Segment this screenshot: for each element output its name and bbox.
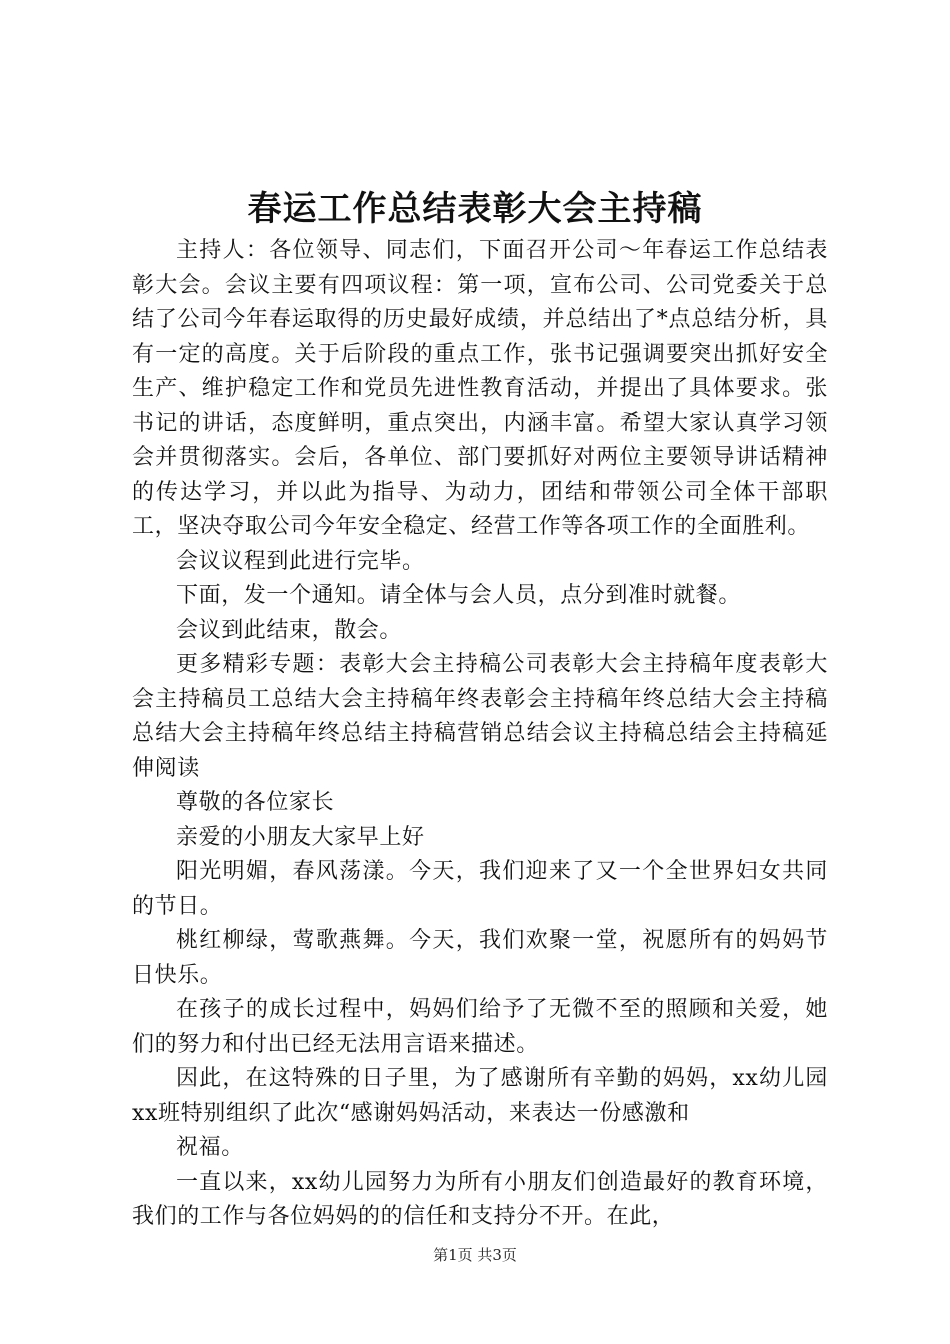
paragraph: 会议到此结束，散会。 <box>176 617 403 643</box>
paragraph: 亲爱的小朋友大家早上好 <box>176 824 425 850</box>
paragraph: 下面，发一个通知。请全体与会人员，点分到准时就餐。 <box>176 583 742 608</box>
document-body <box>132 234 828 1235</box>
document-title: 春运工作总结表彰大会主持稿 <box>247 189 703 229</box>
paragraph: 主持人：各位领导、同志们，下面召开公司～年春运工作总结表彰大会。会议主要有四项议程：第一项，宣布公司、公司党委关于总结了公司今年春运取得的历史最好成绩，并总结出了*点总结分析，具有一定的高度。关于后阶段的重点工作，张书记强调要突出抓好安全生产、维护稳定工作和党员先进性教育活动，并提出了具体要求。张书记的讲话，态度鲜明，重点突出，内涵丰富。希望大家认真学习领会并贯彻落实。会后，各单位、部门要抓好对两位主要领导讲话精神的传达学习，并以此为指导、为动力，团结和带领公司全体干部职工，坚决夺取公司今年安全稳定、经营工作等各项工作的全面胜利。 <box>132 238 828 539</box>
paragraph: 会议议程到此进行完毕。 <box>176 548 425 574</box>
paragraph: 因此，在这特殊的日子里，为了感谢所有辛勤的妈妈，xx幼儿园xx班特别组织了此次“感谢妈妈活动，来表达一份感激和 <box>132 1066 828 1126</box>
paragraph: 在孩子的成长过程中，妈妈们给予了无微不至的照顾和关爱，她们的努力和付出已经无法用言语来描述。 <box>132 997 828 1057</box>
paragraph: 尊敬的各位家长 <box>176 790 335 815</box>
paragraph: 一直以来，xx幼儿园努力为所有小朋友们创造最好的教育环境，我们的工作与各位妈妈的的信任和支持分不开。在此， <box>132 1169 828 1229</box>
page-footer: 第1页 共3页 <box>433 1246 517 1264</box>
paragraph: 更多精彩专题：表彰大会主持稿公司表彰大会主持稿年度表彰大会主持稿员工总结大会主持稿年终表彰会主持稿年终总结大会主持稿总结大会主持稿年终总结主持稿营销总结会议主持稿总结会主持稿延伸阅读 <box>132 652 828 781</box>
paragraph: 桃红柳绿，莺歌燕舞。今天，我们欢聚一堂，祝愿所有的妈妈节日快乐。 <box>132 928 828 988</box>
paragraph: 祝福。 <box>176 1135 244 1160</box>
paragraph: 阳光明媚，春风荡漾。今天，我们迎来了又一个全世界妇女共同的节日。 <box>132 859 828 919</box>
